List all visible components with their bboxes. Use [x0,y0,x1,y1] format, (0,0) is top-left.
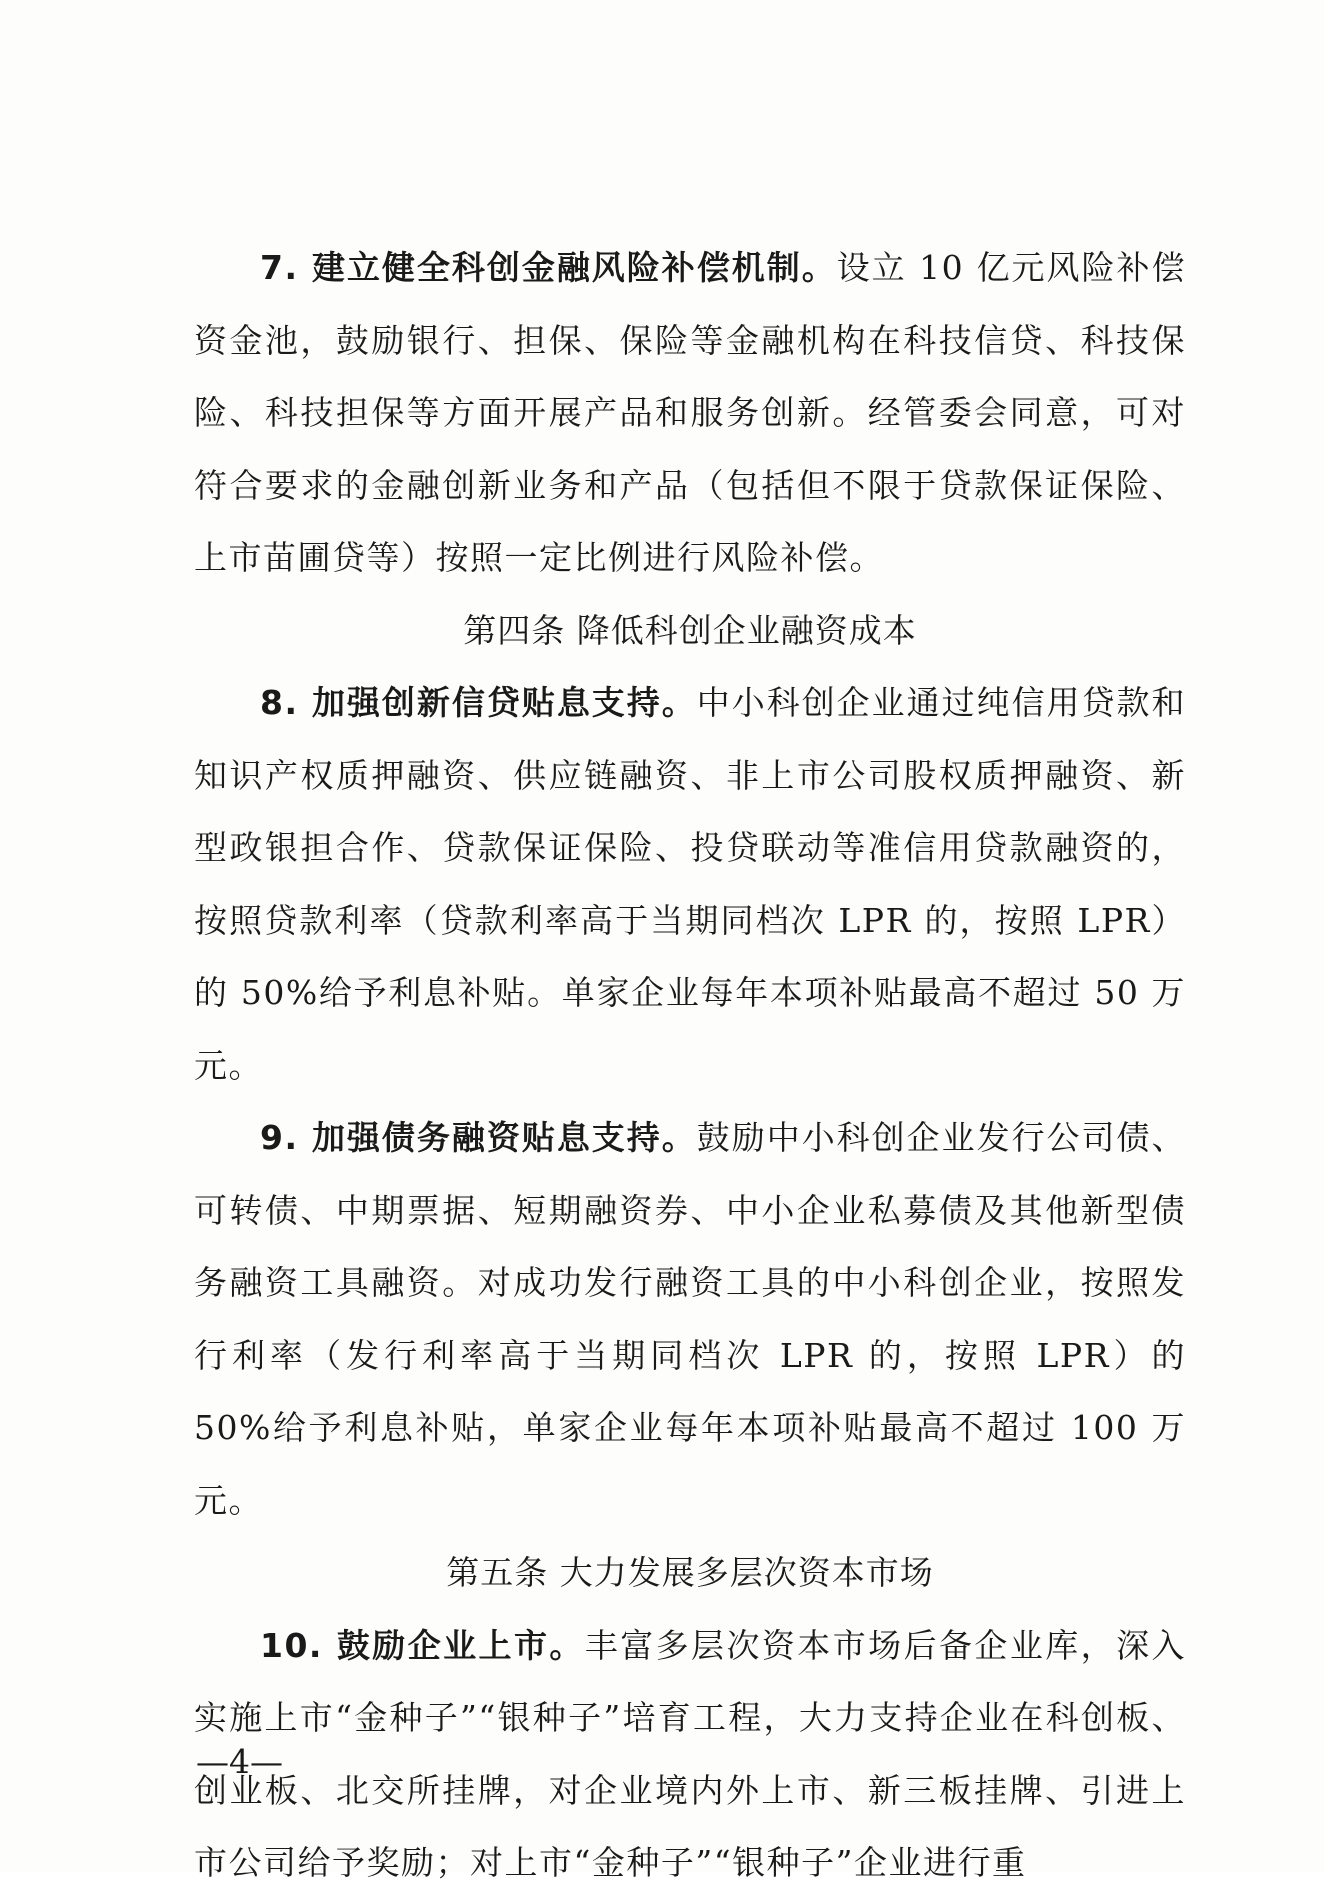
clause-8-paragraph [194,667,1186,1102]
clause-10-paragraph [194,1610,1186,1900]
clause-7-text: 设立 10 亿元风险补偿资金池，鼓励银行、担保、保险等金融机构在科技信贷、科技保险、科技担保等方面开展产品和服务创新。经管委会同意，可对符合要求的金融创新业务和产品（包括但不限于贷款保证保险、上市苗圃贷等）按照一定比例进行风险补偿。 [194,248,1186,577]
article-5-title: 第五条 大力发展多层次资本市场 [446,1553,934,1592]
clause-9-text: 鼓励中小科创企业发行公司债、可转债、中期票据、短期融资券、中小企业私募债及其他新型债务融资工具融资。对成功发行融资工具的中小科创企业，按照发行利率（发行利率高于当期同档次 LPR 的，按照 LPR）的 50%给予利息补贴，单家企业每年本项补贴最高不超过 100 万元。 [194,1118,1186,1520]
page-number: —4— [196,1742,283,1781]
clause-7-heading: 7. 建立健全科创金融风险补偿机制。 [260,248,837,287]
document-body [194,232,1186,1900]
clause-9-paragraph [194,1102,1186,1537]
clause-10-text: 丰富多层次资本市场后备企业库，深入实施上市“金种子”“银种子”培育工程，大力支持企业在科创板、创业板、北交所挂牌，对企业境内外上市、新三板挂牌、引进上市公司给予奖励；对上市“金种子”“银种子”企业进行重 [194,1625,1186,1882]
clause-8-heading: 8. 加强创新信贷贴息支持。 [260,683,697,722]
clause-8-text: 中小科创企业通过纯信用贷款和知识产权质押融资、供应链融资、非上市公司股权质押融资、新型政银担合作、贷款保证保险、投贷联动等准信用贷款融资的，按照贷款利率（贷款利率高于当期同档次 LPR 的，按照 LPR）的 50%给予利息补贴。单家企业每年本项补贴最高不超过 50 万元。 [194,683,1186,1085]
article-4-title: 第四条 降低科创企业融资成本 [463,610,917,650]
clause-7-paragraph [194,232,1186,595]
clause-9-heading: 9. 加强债务融资贴息支持。 [260,1118,697,1157]
clause-10-heading: 10. 鼓励企业上市。 [260,1625,585,1665]
